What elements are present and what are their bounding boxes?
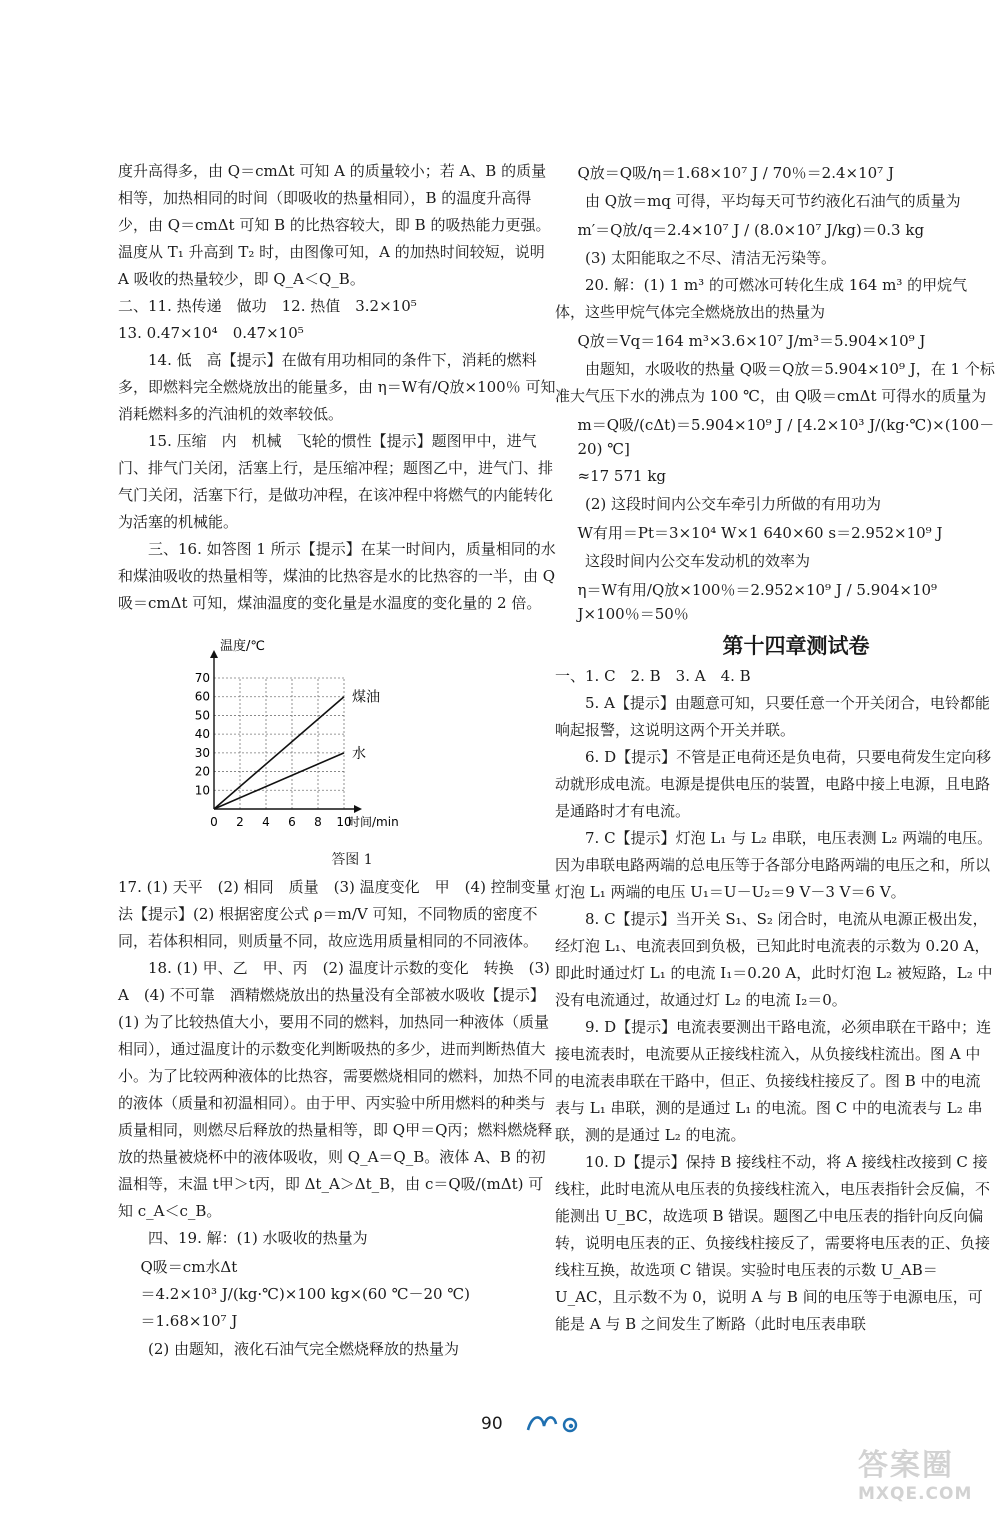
y-tick-label: 20 — [194, 764, 210, 779]
formula: m′＝Q放/q＝2.4×10⁷ J / (8.0×10⁷ J/kg)＝0.3 kg — [577, 221, 925, 239]
x-tick-label: 6 — [288, 815, 296, 829]
answer-20: 20. 解：(1) 1 m³ 的可燃冰可转化生成 164 m³ 的甲烷气体，这些甲烷气体完全燃烧放出的热量为 — [555, 276, 968, 321]
x-tick-label: 0 — [210, 815, 218, 829]
x-axis-arrow — [354, 805, 362, 813]
paragraph: (3) 太阳能取之不尽、清洁无污染等。 — [585, 249, 837, 267]
answer-18: 18. (1) 甲、乙 甲、丙 (2) 温度计示数的变化 转换 (3) A (4) 不可靠 酒精燃烧放出的热量没有全部被水吸收【提示】(1) 为了比较热值大小，要用不同的燃料，加热同一种液体（质量相同），通过温度计的示数变化判断吸热的多少，进而判断热值大小。为了比较两种液体的比热容，需要燃烧相同的燃料，加热不同的液体（质量和初温相同）。由于甲、丙实验中所用燃料的种类与质量相同，则燃尽后释放的热量相等，即 Q甲＝Q丙；燃料燃烧释放的热量被烧杯中的液体吸收，则 Q_A＝Q_B。液体 A、B 的初温相等，末温 t甲＞t丙，即 Δt_A＞Δt_B，由 c＝Q吸/(mΔt) 可知 c_A＜c_B。 — [118, 959, 554, 1220]
series-line — [214, 697, 344, 809]
formula: W有用＝Pt＝3×10⁴ W×1 640×60 s＝2.952×10⁹ J — [577, 524, 943, 542]
y-axis-label: 温度/℃ — [220, 639, 265, 654]
y-tick-label: 50 — [194, 708, 210, 723]
answer-9: 9. D【提示】电流表要测出干路电流，必须串联在干路中；连接电流表时，电流要从正接线柱流入，从负接线柱流出。图 A 中的电流表串联在干路中，但正、负接线柱接反了。图 B 中的电流表与 L₁ 串联，测的是通过 L₁ 的电流。图 C 中的电流表与 L₂ 串联，测的是通过 L₂ 的电流。 — [555, 1018, 992, 1144]
left-column — [118, 158, 558, 1363]
x-axis-label: 时间/min — [348, 815, 399, 829]
formula: Q吸＝cm水Δt — [140, 1258, 238, 1276]
answer-15: 15. 压缩 内 机械 飞轮的惯性【提示】题图甲中，进气门、排气门关闭，活塞上行，是压缩冲程；题图乙中，进气门、排气门关闭，活塞下行，是做功冲程，在该冲程中将燃气的内能转化为活塞的机械能。 — [118, 432, 554, 531]
y-tick-label: 10 — [194, 783, 210, 798]
formula: Q放＝Vq＝164 m³×3.6×10⁷ J/m³＝5.904×10⁹ J — [577, 332, 926, 350]
answer-8: 8. C【提示】当开关 S₁、S₂ 闭合时，电流从电源正极出发，经灯泡 L₁、电流表回到负极，已知此时电流表的示数为 0.20 A，即此时通过灯 L₁ 的电流 I₁＝0.20 A，此时灯泡 L₂ 被短路，L₂ 中没有电流通过，故通过灯 L₂ 的电流 I₂＝0。 — [555, 910, 993, 1009]
x-tick-label: 10 — [336, 815, 352, 829]
answer-16: 三、16. 如答图 1 所示【提示】在某一时间内，质量相同的水和煤油吸收的热量相等，煤油的比热容是水的比热容的一半，由 Q吸＝cmΔt 可知，煤油温度的变化量是水温度的变化量的 2 倍。 — [118, 540, 556, 612]
answer-13: 13. 0.47×10⁴ 0.47×10⁵ — [118, 324, 304, 342]
paragraph: 由 Q放＝mq 可得，平均每天可节约液化石油气的质量为 — [585, 192, 961, 210]
temperature-time-chart — [118, 623, 558, 847]
paragraph: 由题知，水吸收的热量 Q吸＝Q放＝5.904×10⁹ J，在 1 个标准大气压下水的沸点为 100 ℃，由 Q吸＝cmΔt 可得水的质量为 — [555, 360, 995, 405]
answer-19-part2: (2) 由题知，液化石油气完全燃烧释放的热量为 — [148, 1340, 460, 1358]
decorative-swirl-icon — [522, 1408, 584, 1438]
watermark-text: 答案圈 — [858, 1448, 954, 1483]
answer-19: 四、19. 解：(1) 水吸收的热量为 — [148, 1229, 368, 1247]
answer-7: 7. C【提示】灯泡 L₁ 与 L₂ 串联，电压表测 L₂ 两端的电压。因为串联电路两端的总电压等于各部分电路两端的电压之和，所以灯泡 L₁ 两端的电压 U₁＝U－U₂＝9 V－3 V＝6 V。 — [555, 829, 993, 901]
watermark-logo — [858, 1440, 994, 1514]
answer-14: 14. 低 高【提示】在做有用功相同的条件下，消耗的燃料多，即燃料完全燃烧放出的能量多，由 η＝W有/Q放×100％ 可知消耗燃料多的汽油机的效率较低。 — [118, 351, 556, 423]
formula: Q放＝Q吸/η＝1.68×10⁷ J / 70％＝2.4×10⁷ J — [577, 164, 894, 182]
chapter-heading: 第十四章测试卷 — [722, 634, 870, 658]
watermark-url: MXQE.COM — [858, 1484, 973, 1504]
answer-17: 17. (1) 天平 (2) 相同 质量 (3) 温度变化 甲 (4) 控制变量法【提示】(2) 根据密度公式 ρ＝m/V 可知，不同物质的密度不同，若体积相同，则质量不同，故应选用质量相同的不同液体。 — [118, 878, 551, 950]
x-tick-label: 8 — [314, 815, 322, 829]
series-label: 水 — [352, 745, 366, 762]
y-tick-label: 30 — [194, 745, 210, 760]
formula: ＝4.2×10³ J/(kg·℃)×100 kg×(60 ℃－20 ℃) — [140, 1285, 471, 1303]
y-tick-label: 60 — [194, 689, 210, 704]
answer-10: 10. D【提示】保持 B 接线柱不动，将 A 接线柱改接到 C 接线柱，此时电流从电压表的负接线柱流入，电压表指针会反偏，不能测出 U_BC，故选项 B 错误。题图乙中电压表的指针向反向偏转，说明电压表的正、负接线柱接反了，需要将电压表的正、负接线柱互换，故选项 C 错误。实验时电压表的示数 U_AB＝U_AC，且示数不为 0，说明 A 与 B 间的电压等于电源电压，可能是 A 与 B 之间发生了断路（此时电压表串联 — [555, 1153, 991, 1333]
formula: ＝1.68×10⁷ J — [140, 1312, 238, 1330]
answer-1-4: 一、1. C 2. B 3. A 4. B — [555, 667, 751, 685]
formula: ≈17 571 kg — [577, 467, 667, 485]
answer-11-12: 二、11. 热传递 做功 12. 热值 3.2×10⁵ — [118, 297, 417, 315]
answer-figure-1 — [118, 623, 558, 847]
answer-6: 6. D【提示】不管是正电荷还是负电荷，只要电荷发生定向移动就形成电流。电源是提供电压的装置，电路中接上电源，且电路是通路时才有电流。 — [555, 748, 992, 820]
y-axis-arrow — [210, 650, 218, 658]
figure-caption: 答图 1 — [331, 852, 373, 868]
paragraph: (2) 这段时间内公交车牵引力所做的有用功为 — [585, 495, 882, 513]
x-tick-label: 4 — [262, 815, 270, 829]
series-line — [214, 753, 344, 809]
y-tick-label: 40 — [194, 727, 210, 742]
x-tick-label: 2 — [236, 815, 244, 829]
answer-5: 5. A【提示】由题意可知，只要任意一个开关闭合，电铃都能响起报警，这说明这两个开关并联。 — [555, 694, 990, 739]
y-tick-label: 70 — [194, 671, 210, 685]
right-column — [555, 158, 995, 1338]
formula: m＝Q吸/(cΔt)＝5.904×10⁹ J / [4.2×10³ J/(kg·℃)×(100－20) ℃] — [577, 416, 995, 458]
series-label: 煤油 — [352, 689, 380, 706]
paragraph: 度升高得多，由 Q＝cmΔt 可知 A 的质量较小；若 A、B 的质量相等，加热相同的时间（即吸收的热量相同），B 的温度升高得少，由 Q＝cmΔt 可知 B 的比热容较大，即 B 的吸热能力更强。温度从 T₁ 升高到 T₂ 时，由图像可知，A 的加热时间较短，说明 A 吸收的热量较少，即 Q_A＜Q_B。 — [118, 162, 551, 288]
page-number: 90 — [481, 1414, 503, 1434]
paragraph: 这段时间内公交车发动机的效率为 — [585, 552, 811, 570]
formula: η＝W有用/Q放×100％＝2.952×10⁹ J / 5.904×10⁹ J×100％＝50％ — [577, 581, 938, 623]
